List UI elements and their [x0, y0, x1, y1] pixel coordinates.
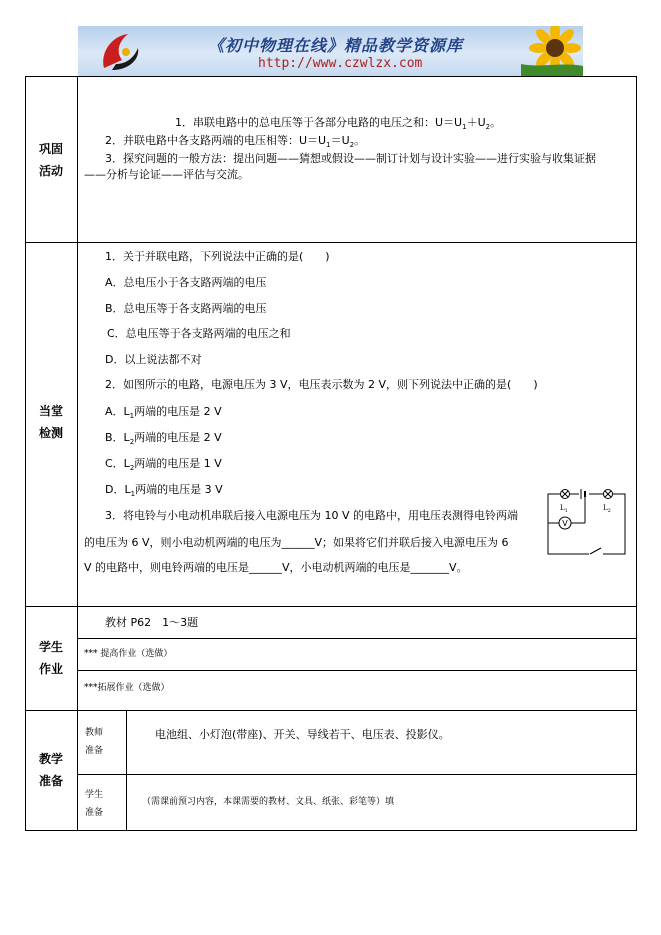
switch-icon	[589, 548, 603, 557]
text: L	[560, 504, 565, 512]
label-line: 准备	[85, 746, 104, 756]
row-divider	[77, 638, 637, 639]
question-3-line-3: V 的电路中，则电铃两端的电压是______V，小电动机两端的电压是_______V。	[84, 561, 468, 574]
lamp-l1-icon	[561, 490, 570, 499]
consolidate-line-4: ——分析与论证——评估与交流。	[84, 168, 249, 181]
label-line: 作业	[38, 662, 63, 676]
question-3-line-2: 的电压为 6 V，则小电动机两端的电压为______V；如果将它们并联后接入电源电压为 6	[84, 536, 509, 549]
text: ＝U	[330, 134, 350, 147]
homework-advanced: *** 提高作业（选做）	[84, 649, 173, 659]
text: 两端的电压是 2 V	[134, 405, 222, 418]
text: 两端的电压是 2 V	[134, 431, 222, 444]
teacher-prep-text: 电池组、小灯泡(带座)、开关、导线若干、电压表、投影仪。	[155, 728, 450, 741]
text: D．L	[105, 483, 131, 496]
text: L	[603, 504, 608, 512]
row-divider	[77, 774, 637, 775]
label-line: 学生	[85, 790, 104, 800]
subscript: 1	[129, 412, 135, 421]
label-line: 教师	[85, 728, 104, 738]
subscript: 1	[462, 123, 467, 132]
text: 1．串联电路中的总电压等于各部分电路的电压之和：U＝U	[175, 116, 463, 129]
student-prep-label	[85, 786, 123, 822]
consolidate-line-1	[175, 116, 501, 134]
consolidate-line-2	[105, 134, 365, 152]
homework-label	[25, 636, 77, 680]
question-1-option-d: D．以上说法都不对	[105, 353, 202, 366]
lamp-l1-label	[560, 504, 568, 514]
label-line: 活动	[38, 164, 63, 178]
header-banner	[78, 26, 583, 76]
row-divider	[25, 606, 637, 607]
student-prep-text: （需课前预习内容，本课需要的教材、文具、纸张、彩笔等）填	[142, 797, 395, 807]
voltmeter-icon	[559, 517, 571, 529]
question-3-line-1: 3．将电铃与小电动机串联后接入电源电压为 10 V 的电路中，用电压表测得电铃两端	[105, 509, 519, 522]
circuit-diagram	[545, 487, 629, 559]
text: C．L	[105, 457, 130, 470]
text: B．L	[105, 431, 130, 444]
lamp-l2-icon	[604, 490, 613, 499]
column-divider	[77, 76, 78, 831]
homework-extension: ***拓展作业（选做）	[84, 683, 170, 693]
test-label	[25, 400, 77, 444]
label-line: 巩固	[38, 142, 63, 156]
question-2-option-a	[105, 405, 222, 423]
question-2-option-b	[105, 431, 222, 449]
text: 。	[354, 134, 366, 147]
logo-icon	[98, 30, 144, 72]
question-2-option-c	[105, 457, 222, 475]
row-divider	[25, 242, 637, 243]
question-1-option-c: C．总电压等于各支路两端的电压之和	[107, 327, 291, 340]
label-line: 教学	[38, 752, 63, 766]
question-2-option-d	[105, 483, 223, 501]
subscript: 1	[130, 490, 136, 499]
subscript: 1	[564, 508, 568, 514]
subscript: 2	[607, 508, 611, 514]
text: ＋U	[466, 116, 486, 129]
subscript: 2	[485, 123, 491, 132]
banner-url[interactable]: http://www.czwlzx.com	[258, 56, 423, 71]
text: 两端的电压是 1 V	[134, 457, 222, 470]
subscript: 2	[129, 438, 135, 447]
text: 两端的电压是 3 V	[135, 483, 223, 496]
question-1-option-b: B．总电压等于各支路两端的电压	[105, 302, 267, 315]
label-line: 检测	[38, 426, 63, 440]
question-2: 2．如图所示的电路，电源电压为 3 V，电压表示数为 2 V，则下列说法中正确的是( )	[105, 378, 538, 391]
text: 。	[490, 116, 502, 129]
consolidate-line-3: 3．探究问题的一般方法：提出问题——猜想或假设——制订计划与设计实验——进行实验与收集证据	[105, 152, 596, 165]
subscript: 2	[349, 141, 355, 150]
voltmeter-symbol: V	[562, 519, 568, 528]
text: A．L	[105, 405, 130, 418]
question-1: 1．关于并联电路，下列说法中正确的是( )	[105, 250, 330, 263]
teacher-prep-label	[85, 724, 123, 760]
question-1-option-a: A．总电压小于各支路两端的电压	[105, 276, 267, 289]
label-line: 准备	[38, 774, 63, 788]
consolidate-label	[25, 138, 77, 182]
battery-icon	[579, 488, 589, 500]
subscript: 2	[129, 464, 135, 473]
label-line: 准备	[85, 808, 104, 818]
lesson-table	[25, 76, 637, 831]
column-divider	[126, 710, 127, 831]
row-divider	[77, 670, 637, 671]
text: 2．并联电路中各支路两端的电压相等：U＝U	[105, 134, 327, 147]
label-line: 当堂	[38, 404, 63, 418]
sunflower-icon	[521, 26, 583, 76]
prep-label	[25, 748, 77, 792]
subscript: 1	[326, 141, 331, 150]
lamp-l2-label	[603, 504, 611, 514]
banner-title: 《初中物理在线》精品教学资源库	[208, 36, 464, 55]
homework-required: 教材 P62 1～3题	[105, 616, 199, 629]
row-divider	[25, 710, 637, 711]
label-line: 学生	[38, 640, 63, 654]
